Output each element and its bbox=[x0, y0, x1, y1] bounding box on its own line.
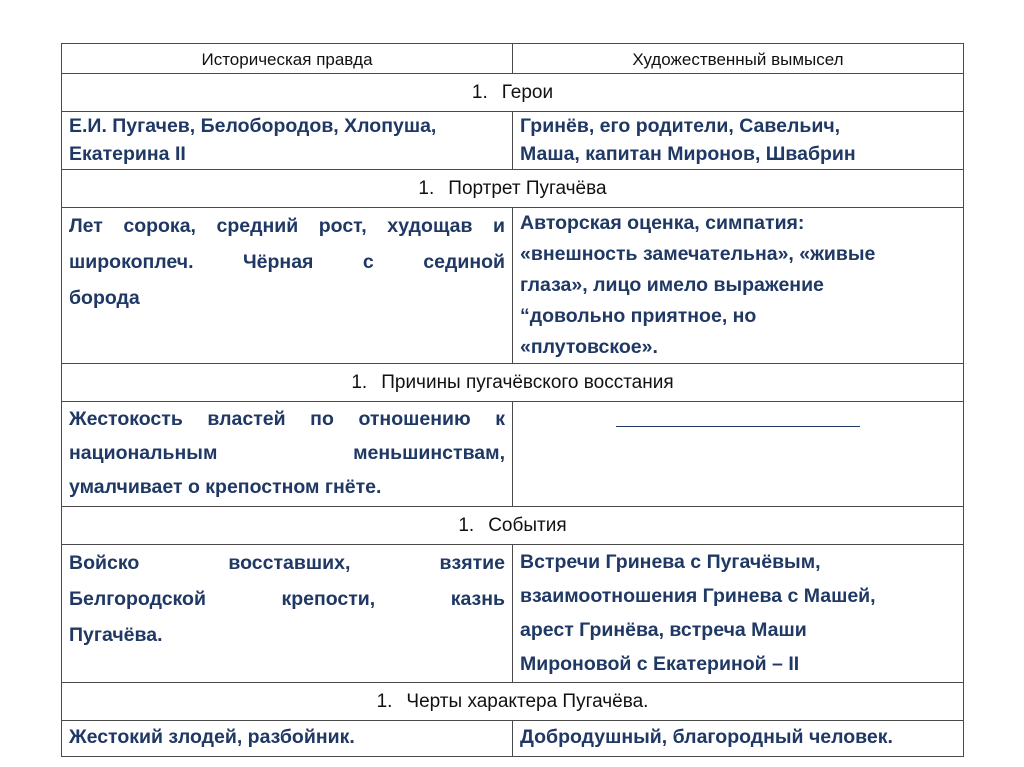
section-title: 1. События bbox=[62, 507, 964, 545]
table-row bbox=[62, 721, 964, 757]
header-fiction: Художественный вымысел bbox=[513, 44, 964, 74]
section-row-causes bbox=[62, 364, 964, 402]
fiction-cell: Гринёв, его родители, Савельич, Маша, капитан Миронов, Швабрин bbox=[513, 112, 964, 170]
history-cell: Войско восставших, взятие Белгородской крепости, казнь Пугачёва. bbox=[62, 545, 513, 683]
section-row-portrait bbox=[62, 170, 964, 208]
header-row bbox=[62, 44, 964, 74]
history-cell: Жестокость властей по отношению к национальным меньшинствам, умалчивает о крепостном гнёте. bbox=[62, 402, 513, 507]
section-title: 1. Герои bbox=[62, 74, 964, 112]
header-history: Историческая правда bbox=[62, 44, 513, 74]
history-cell: Жестокий злодей, разбойник. bbox=[62, 721, 513, 757]
fiction-cell: Авторская оценка, симпатия: «внешность замечательна», «живые глаза», лицо имело выражение “довольно приятное, но «плутовское». bbox=[513, 208, 964, 364]
fiction-cell: Добродушный, благородный человек. bbox=[513, 721, 964, 757]
section-row-events bbox=[62, 507, 964, 545]
table-row bbox=[62, 112, 964, 170]
fiction-cell bbox=[513, 402, 964, 507]
comparison-table bbox=[61, 43, 964, 757]
section-row-character bbox=[62, 683, 964, 721]
table-row bbox=[62, 545, 964, 683]
section-row-heroes bbox=[62, 74, 964, 112]
section-title: 1. Портрет Пугачёва bbox=[62, 170, 964, 208]
table-row bbox=[62, 402, 964, 507]
table-row bbox=[62, 208, 964, 364]
fiction-cell: Встречи Гринева с Пугачёвым, взаимоотношения Гринева с Машей, арест Гринёва, встреча Маши Мироновой с Екатериной – II bbox=[513, 545, 964, 683]
section-title: 1. Причины пугачёвского восстания bbox=[62, 364, 964, 402]
history-cell: Е.И. Пугачев, Белобородов, Хлопуша, Екатерина II bbox=[62, 112, 513, 170]
blank-line bbox=[616, 426, 860, 427]
section-title: 1. Черты характера Пугачёва. bbox=[62, 683, 964, 721]
history-cell: Лет сорока, средний рост, худощав и широкоплеч. Чёрная с сединой борода bbox=[62, 208, 513, 364]
